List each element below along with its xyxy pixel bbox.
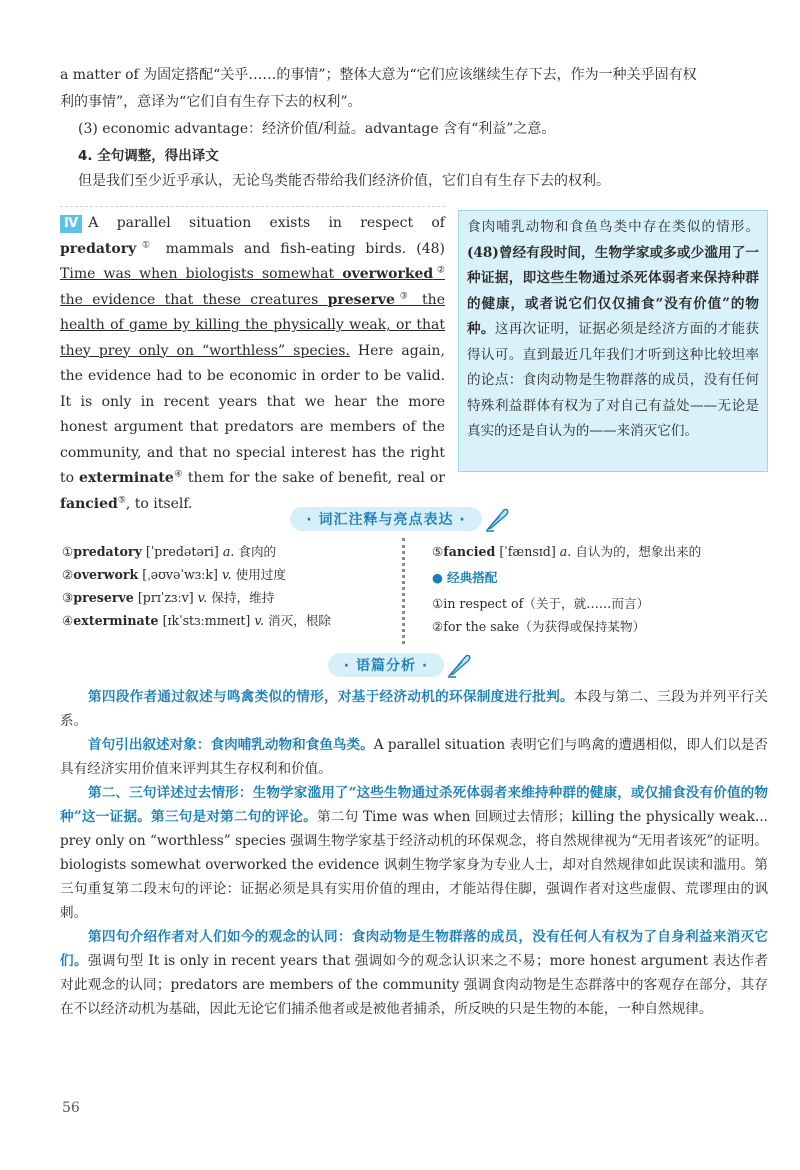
- analysis-paragraph: 第四段作者通过叙述与鸣禽类似的情形，对基于经济动机的环保制度进行批判。本段与第二、三段为并列平行关系。: [60, 689, 768, 729]
- bullet-dot-icon: ●: [432, 570, 443, 585]
- text-line: a matter of 为固定搭配“关乎……的事情”；整体大意为“它们应该继续生存下去，作为一种关乎固有权: [60, 67, 697, 83]
- analysis-section-title: · 语篇分析 ·: [0, 652, 800, 678]
- step-translation: 但是我们至少近乎承认，无论鸟类能否带给我们经济价值，它们自有生存下去的权利。: [78, 173, 610, 189]
- collocation-heading: ● 经典搭配: [432, 570, 498, 585]
- passage-text: A parallel situation exists in respect of: [88, 215, 445, 231]
- passage-text: mammals and fish-eating birds. (48): [155, 240, 445, 257]
- vocab-word: fancied: [60, 495, 118, 512]
- collocation-item: ①in respect of（关于，就……而言）: [432, 596, 650, 611]
- vocab-item: ③preserve [prɪˈzɜːv] v. 保持，维持: [62, 590, 275, 605]
- text-line: 利的事情”，意译为“它们自有生存下去的权利”。: [60, 94, 362, 110]
- translation-highlight: (48)曾经有段时间，生物学家或多或少滥用了一种证据，即这些生物通过杀死体弱者来保持种群的健康，或者说它们仅仅捕食“没有价值”的物种。: [467, 244, 759, 337]
- passage-text: them for the sake of benefit, real or: [182, 470, 445, 486]
- vocab-word: preserve: [327, 291, 395, 308]
- passage-text: Here again, the evidence had to be economic in order to be valid. It is only in recent years that we hear the more honest argument that predators are members of the community, and that no special interest has the right to: [60, 342, 445, 486]
- passage: [60, 206, 445, 517]
- vocab-item: ④exterminate [ɪkˈstɜːmɪneɪt] v. 消灭，根除: [62, 613, 331, 628]
- chain-divider: [402, 538, 417, 644]
- vocab-item: ⑤fancied [ˈfænsɪd] a. 自认为的，想象出来的: [432, 544, 702, 559]
- vocab-word: predatory: [60, 240, 137, 257]
- note-marker: ②: [433, 265, 445, 276]
- vocab-list: [62, 540, 331, 632]
- vocab-word: exterminate: [79, 470, 174, 486]
- vocab-item: ②overwork [ˌəʊvəˈwɜːk] v. 使用过度: [62, 567, 286, 582]
- analysis-paragraph: 首句引出叙述对象：食肉哺乳动物和食鱼鸟类。A parallel situation 表明它们与鸣禽的遭遇相似，即人们以是否具有经济实用价值来评判其生存权利和价值。: [60, 737, 769, 777]
- vocab-list-right: [432, 540, 701, 638]
- note-marker: ⑤: [117, 494, 126, 505]
- note-marker: ④: [173, 469, 183, 480]
- paragraph-number: Ⅳ: [60, 215, 82, 233]
- step-heading: 4. 全句调整，得出译文: [78, 148, 219, 164]
- feather-pen-icon: [446, 652, 472, 678]
- translation-text: 食肉哺乳动物和食鱼鸟类中存在类似的情形。: [467, 219, 759, 235]
- passage-text: , to itself.: [125, 495, 193, 512]
- feather-pen-icon: [484, 506, 510, 532]
- note-marker: ③: [394, 290, 413, 301]
- vocab-section-title: · 词汇注释与亮点表达 ·: [0, 506, 800, 532]
- page-number: 56: [62, 1100, 80, 1116]
- analysis-paragraph: 第四句介绍作者对人们如今的观念的认同：食肉动物是生物群落的成员，没有任何人有权为了自身利益来消灭它们。强调句型 It is only in recent years that 强调如今的观念认识来之不易；more honest argument 表达作者对此观念的认同；predators are members of the community 强调食肉动物是生态群落中的客观存在部分，其存在不以经济动机为基础，因此无论它们捕杀他者或是被他者捕杀，所反映的只是生物的本能，一种自然规律。: [60, 929, 768, 1017]
- vocab-item: ①predatory [ˈpredətəri] a. 食肉的: [62, 544, 277, 559]
- vocab-word: overworked: [342, 266, 434, 282]
- text-line: (3) economic advantage：经济价值/利益。advantage 含有“利益”之意。: [78, 121, 556, 137]
- underlined-sentence: Time was when biologists somewhat overworked② the evidence that these creatures preserve③ the health of game by killing the physically weak, or that they prey only on “worthless” species.: [60, 265, 445, 359]
- analysis-body: [60, 685, 768, 1021]
- translation-box: [458, 210, 768, 472]
- translation-text: 这再次证明，证据必须是经济方面的才能获得认可。直到最近几年我们才听到这种比较坦率的论点：食肉动物是生物群落的成员，没有任何特殊利益群体有权为了对自己有益处——无论是真实的还是自认为的——来消灭它们。: [467, 321, 760, 439]
- analysis-paragraph: 第二、三句详述过去情形：生物学家滥用了“这些生物通过杀死体弱者来维持种群的健康，或仅捕食没有价值的物种”这一证据。第三句是对第二句的评论。第二句 Time was when 回顾过去情形；killing the physically weak... prey only on “worthless” species 强调生物学家基于经济动机的环保观念，将自然规律视为“无用者该死”的证明。biologists somewhat overworked the evidence 讽刺生物学家身为专业人士，却对自然规律如此误读和滥用。第三句重复第二段末句的评论：证据必须是具有实用价值的理由，才能站得住脚，强调作者对这些虚假、荒谬理由的讽刺。: [60, 785, 768, 921]
- note-marker: ①: [136, 239, 156, 250]
- collocation-item: ②for the sake（为获得或保持某物）: [432, 619, 646, 634]
